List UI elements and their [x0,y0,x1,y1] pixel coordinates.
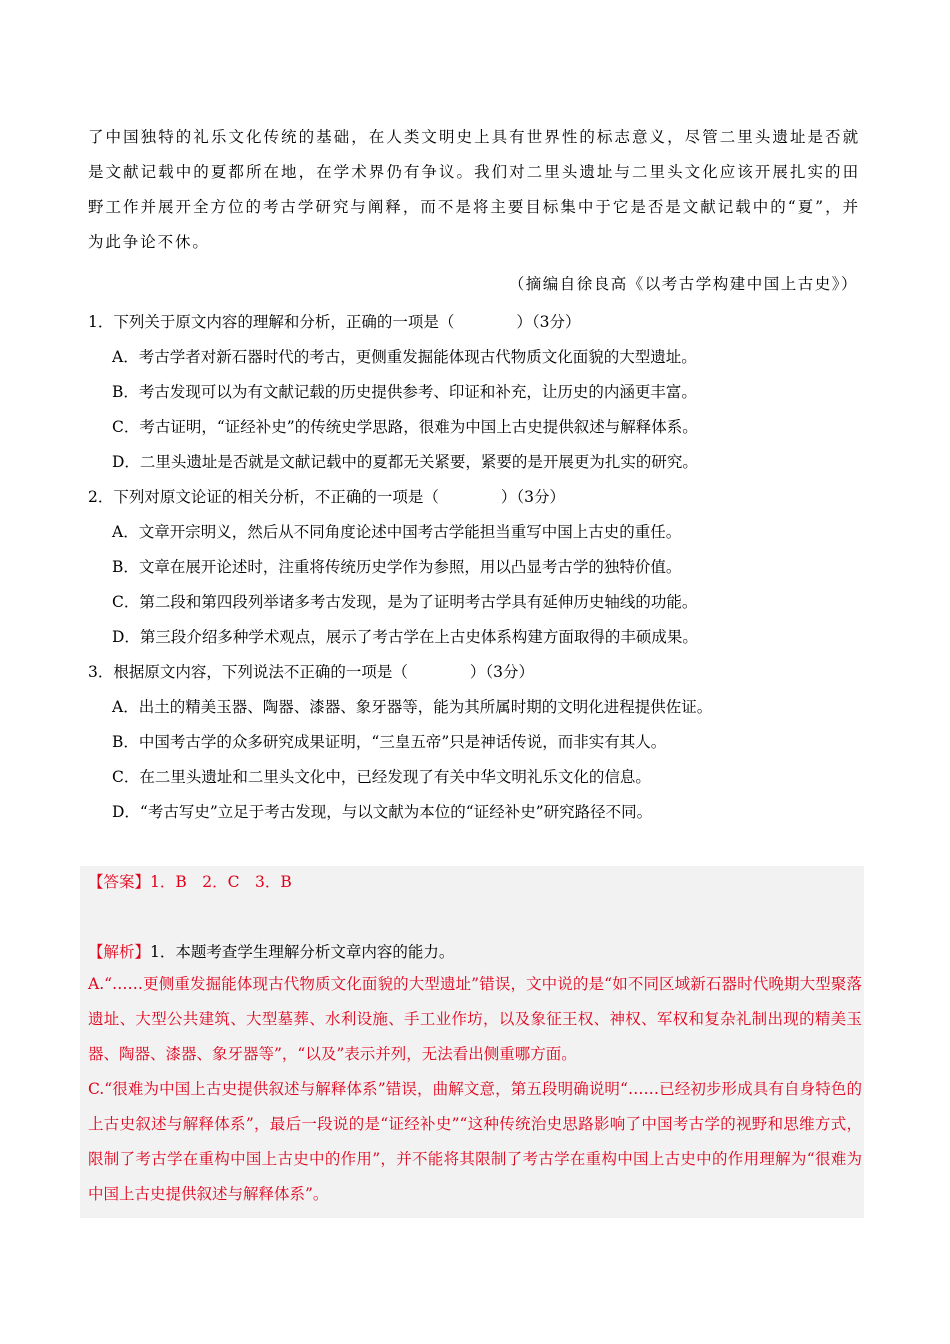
analysis-point-c: C.“很难为中国上古史提供叙述与解释体系”错误，曲解文意，第五段明确说明“……已经初步形成具有自身特色的上古史叙述与解释体系”，最后一段说的是“证经补史”“这种传统治史思路影响了中国考古学的视野和思维方式，限制了考古学在重构中国上古史中的作用”，并不能将其限制了考古学在重构中国上古史中的作用理解为“很难为中国上古史提供叙述与解释体系”。 [88,1080,862,1203]
answer-label: 【答案】 [88,873,151,891]
passage-source: （摘编自徐良高《以考古学构建中国上古史》） [508,275,858,293]
question-1-option-a: A．考古学者对新石器时代的考古，更侧重发掘能体现古代物质文化面貌的大型遗址。 [112,348,697,366]
question-3-option-d: D．“考古写史”立足于考古发现，与以文献为本位的“证经补史”研究路径不同。 [112,803,653,821]
question-1-option-b: B．考古发现可以为有文献记载的历史提供参考、印证和补充，让历史的内涵更丰富。 [112,383,697,401]
analysis-header [88,940,454,962]
analysis-body [88,967,862,1212]
question-3-option-b: B．中国考古学的众多研究成果证明，“三皇五帝”只是神话传说，而非实有其人。 [112,733,667,751]
question-1-option-c: C．考古证明，“证经补史”的传统史学思路，很难为中国上古史提供叙述与解释体系。 [112,418,698,436]
question-2-option-d: D．第三段介绍多种学术观点，展示了考古学在上古史体系构建方面取得的丰硕成果。 [112,628,698,646]
question-2-stem: 2．下列对原文论证的相关分析，不正确的一项是（ ）（3分） [88,488,565,506]
question-2-option-b: B．文章在展开论述时，注重将传统历史学作为参照，用以凸显考古学的独特价值。 [112,558,682,576]
question-2-option-a: A．文章开宗明义，然后从不同角度论述中国考古学能担当重写中国上古史的重任。 [112,523,682,541]
question-3-option-a: A．出土的精美玉器、陶器、漆器、象牙器等，能为其所属时期的文明化进程提供佐证。 [112,698,713,716]
analysis-intro: 1．本题考查学生理解分析文章内容的能力。 [150,943,455,961]
question-3-stem: 3．根据原文内容，下列说法不正确的一项是（ ）（3分） [88,663,534,681]
passage-continuation [88,120,860,260]
question-2-option-c: C．第二段和第四段列举诸多考古发现，是为了证明考古学具有延伸历史轴线的功能。 [112,593,698,611]
answer-text: 1．B 2．C 3．B [150,873,292,891]
question-3-option-c: C．在二里头遗址和二里头文化中，已经发现了有关中华文明礼乐文化的信息。 [112,768,651,786]
analysis-label: 【解析】 [88,943,151,961]
question-1-option-d: D．二里头遗址是否就是文献记载中的夏都无关紧要，紧要的是开展更为扎实的研究。 [112,453,698,471]
answer-line [88,870,292,892]
analysis-point-a: A.“……更侧重发掘能体现古代物质文化面貌的大型遗址”错误，文中说的是“如不同区域新石器时代晚期大型聚落遗址、大型公共建筑、大型墓葬、水利设施、手工业作坊，以及象征王权、神权、军权和复杂礼制出现的精美玉器、陶器、漆器、象牙器等”，“以及”表示并列，无法看出侧重哪方面。 [88,975,862,1063]
question-1-stem: 1．下列关于原文内容的理解和分析，正确的一项是（ ）（3分） [88,313,581,331]
passage-text: 了中国独特的礼乐文化传统的基础，在人类文明史上具有世界性的标志意义，尽管二里头遗址是否就是文献记载中的夏都所在地，在学术界仍有争议。我们对二里头遗址与二里头文化应该开展扎实的田野工作并展开全方位的考古学研究与阐释，而不是将主要目标集中于它是否是文献记载中的“夏”，并为此争论不休。 [88,128,860,251]
